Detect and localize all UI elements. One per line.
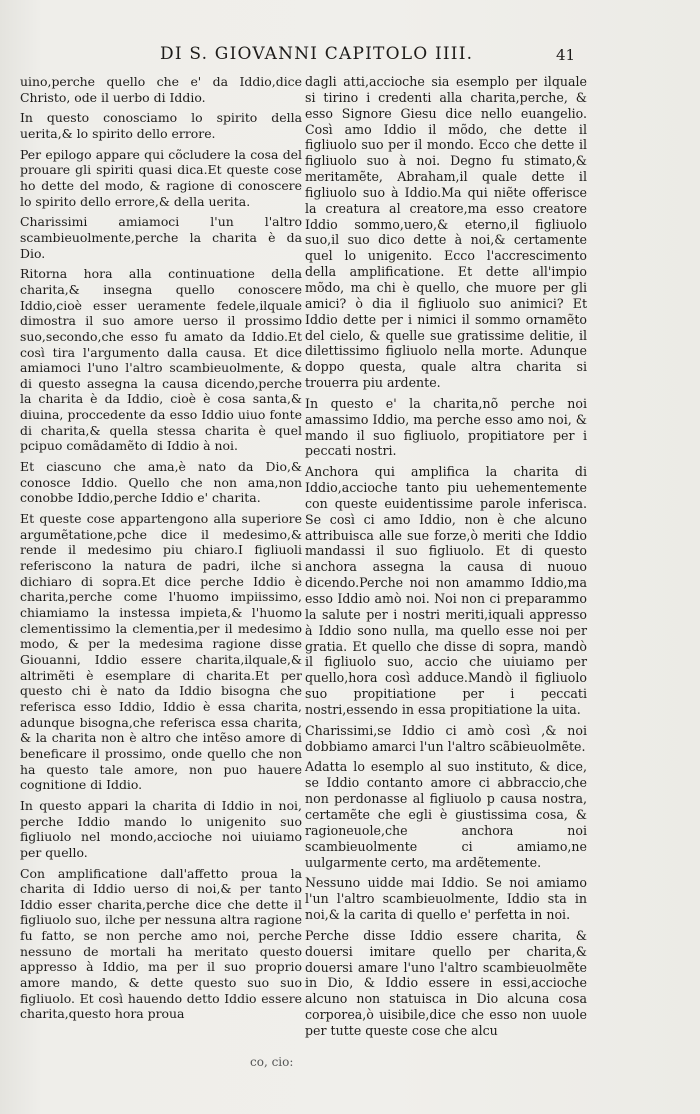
paragraph: Adatta lo esemplo al suo instituto, & dice, se Iddio contanto amore ci abbraccio,che non perdonasse al figliuolo p causa nostra, certamẽte che egli è giustissima cosa, & ragioneuole,che anchora noi scambieuolmente ci amiamo,ne uulgarmente certo, ma ardẽtemente. [305,759,587,870]
paragraph: Con amplificatione dall'affetto proua la charita di Iddio uerso di noi,& per tanto Iddio esser charita,perche dice che dette il figliuolo suo, ilche per nessuna altra ragione fu fatto, se non perche amo noi, perche nessuno de mortali ha meritato questo appresso à Iddio, ma per il suo proprio amore mando, & dette questo suo suo figliuolo. Et così hauendo detto Iddio essere charita,questo hora proua [20,865,302,1022]
paragraph: Anchora qui amplifica la charita di Iddio,accioche tanto piu uehementemente con queste euidentissime parole inferisca. Se così ci amo Iddio, non è che alcuno attribuisca alle sue forze,ò meriti che Iddio mandassi il suo figliuolo. Et di questo anchora assegna la causa di nuouo dicendo.Perche noi non amammo Iddio,ma esso Iddio amò noi. Noi non ci preparammo la salute per i nostri meriti,iquali appresso à Iddio sono nulla, ma quello esse noi per gratia. Et quello che disse di sopra, mandò il figliuolo suo, accio che uiuiamo per quello,hora così adduce.Mandò il figliuolo suo propitiatione per i peccati nostri,essendo in essa propitiatione la uita. [305,464,587,717]
paragraph: In questo conosciamo lo spirito della uerita,& lo spirito dello errore. [20,110,302,141]
running-title: DI S. GIOVANNI CAPITOLO IIII. [160,44,474,64]
left-column [20,74,302,1027]
paragraph: uino,perche quello che e' da Iddio,dice Christo, ode il uerbo di Iddio. [20,74,302,105]
paragraph: Et ciascuno che ama,è nato da Dio,& conosce Iddio. Quello che non ama,non conobbe Iddio,perche Iddio e' charita. [20,459,302,506]
paragraph: dagli atti,accioche sia esemplo per ilquale si tirino i credenti alla charita,perche, & esso Signore Giesu dice nello euangelio. Così amo Iddio il mõdo, che dette il figliuolo suo per il mondo. Ecco che dette il figliuolo suo à noi. Degno fu stimato,& meritamẽte, Abraham,il quale dette il figliuolo suo à Iddio.Ma qui niẽte offerisce la creatura al creatore,ma esso creatore Iddio sommo,uero,& eterno,il figliuolo suo,il suo dico dette à noi,& certamente quel lo unigenito. Ecco l'accrescimento della amplificatione. Et dette all'impio mõdo, ma chi è quello, che muore per gli amici? ò dia il figliuolo suo animici? Et Iddio dette per i nimici il sommo ornamẽto del cielo, & quelle sue gratissime delitie, il dilettissimo figliuolo nella morte. Adunque doppo questa, quale altra charita si trouerra piu ardente. [305,74,587,391]
paragraph: Ritorna hora alla continuatione della charita,& insegna quello conoscere Iddio,cioè esser ueramente fedele,ilquale dimostra il suo amore uerso il prossimo suo,secondo,che esso fu amato da Iddio.Et così tira l'argumento dalla causa. Et dice amiamoci l'uno l'altro scambieuolmente, & di questo assegna la causa dicendo,perche la charita è da Iddio, cioè è cosa santa,& diuina, proccedente da esso Iddio uiuo fonte di charita,& quella stessa charita è quel pcipuo comãdamẽto di Iddio à noi. [20,266,302,454]
paragraph: Charissimi,se Iddio ci amò così ,& noi dobbiamo amarci l'un l'altro scãbieuolmẽte. [305,722,587,754]
paragraph: Et queste cose appartengono alla superiore argumẽtatione,pche dice il medesimo,& rende il medesimo piu chiaro.I figliuoli referiscono la natura de padri, ilche si dichiaro di sopra.Et dice perche Iddio è charita,perche come l'huomo impiissimo, chiamiamo la instessa impieta,& l'huomo clementissimo la clementia,per il medesimo modo, & per la medesima ragione disse Giouanni, Iddio essere charita,ilquale,& altrimẽti è esemplare di charita.Et per questo chi è nato da Iddio bisogna che referisca esso Iddio, Iddio è essa charita, adunque bisogna,che referisca essa charita, & la charita non è altro che intẽso amore di beneficare il prossimo, onde quello che non ha questo tale amore, non puo hauere cognitione di Iddio. [20,511,302,793]
paragraph: In questo appari la charita di Iddio in noi, perche Iddio mando lo unigenito suo figliuolo nel mondo,accioche noi uiuiamo per quello. [20,797,302,860]
paragraph: Perche disse Iddio essere charita, & douersi imitare quello per charita,& douersi amare l'uno l'altro scambieuolmẽte in Dio, & Iddio essere in essi,accioche alcuno non statuisca in Dio alcuna cosa corporea,ò uisibile,dice che esso non uuole per tutte queste cose che alcu [305,927,587,1038]
catchword: co, cio: [250,1055,294,1069]
paragraph: Per epilogo appare qui cõcludere la cosa del prouare gli spiriti quasi dica.Et queste cose ho dette del modo, & ragione di conoscere lo spirito dello errore,& della uerita. [20,146,302,209]
page-number: 41 [556,46,576,64]
paragraph: In questo e' la charita,nõ perche noi amassimo Iddio, ma perche esso amo noi, & mando il suo figliuolo, propitiatore per i peccati nostri. [305,395,587,459]
paragraph: Charissimi amiamoci l'un l'altro scambieuolmente,perche la charita è da Dio. [20,214,302,261]
paragraph: Nessuno uidde mai Iddio. Se noi amiamo l'un l'altro scambieuolmente, Iddio sta in noi,& la carita di quello e' perfetta in noi. [305,875,587,923]
right-column [305,74,587,1044]
